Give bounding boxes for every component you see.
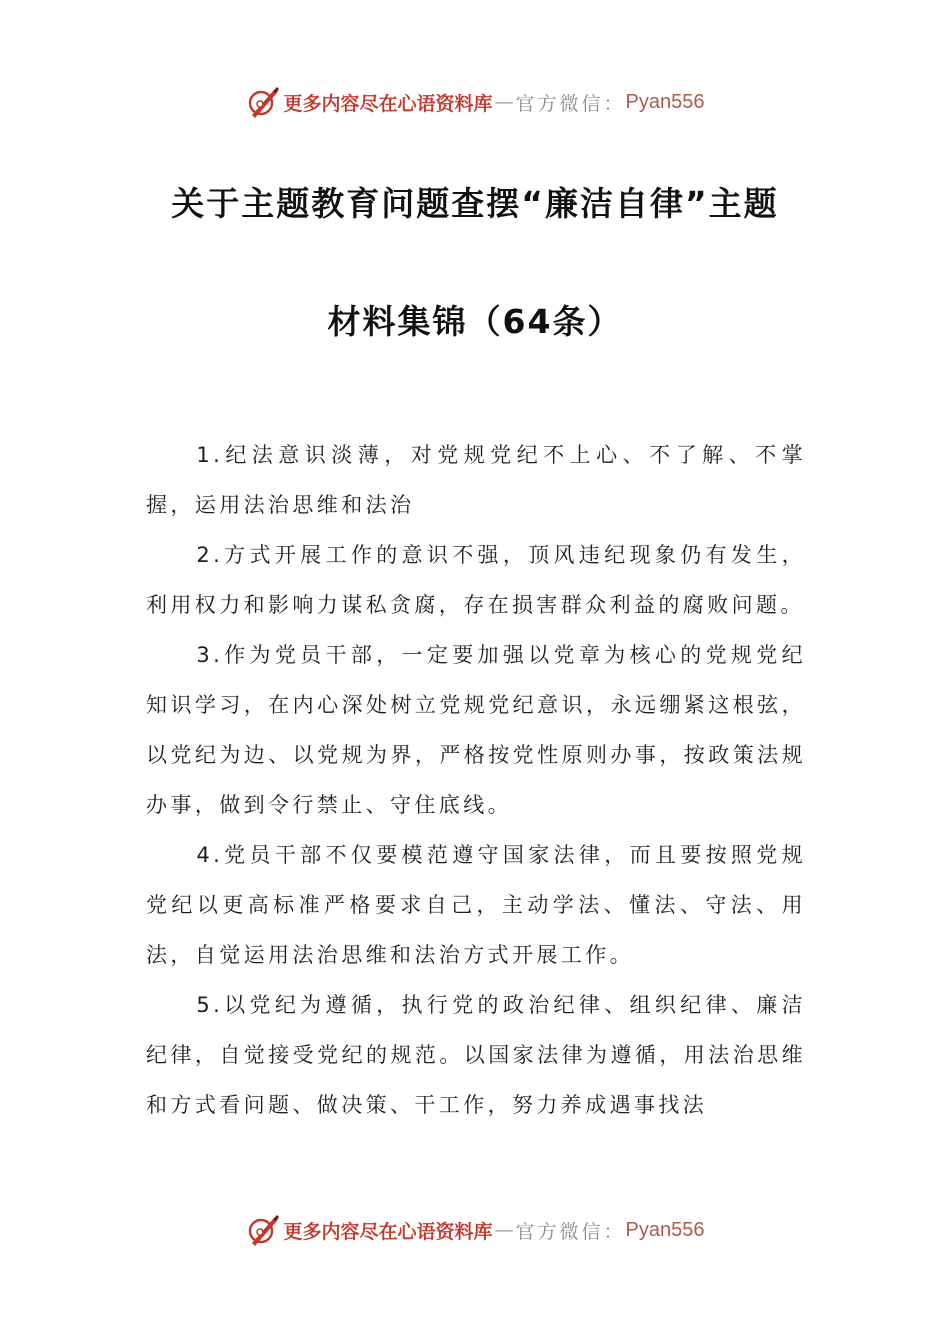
- paragraph-2: 2.方式开展工作的意识不强，顶风违纪现象仍有发生，利用权力和影响力谋私贪腐，存在损害群众利益的腐败问题。: [146, 543, 806, 617]
- document-body: [146, 430, 806, 1130]
- pen-circle-logo-icon: [246, 1213, 280, 1247]
- document-title-line-1: 关于主题教育问题查摆“廉洁自律”主题: [171, 184, 779, 223]
- header-watermark-banner: [0, 82, 950, 122]
- paragraph-3: 3.作为党员干部，一定要加强以党章为核心的党规党纪知识学习，在内心深处树立党规党纪意识，永远绷紧这根弦，以党纪为边、以党规为界，严格按党性原则办事，按政策法规办事，做到令行禁止、守住底线。: [146, 643, 806, 817]
- banner-official-label: 官方微信：: [515, 1220, 626, 1243]
- banner-separator: —: [494, 1219, 514, 1241]
- banner-brand-text: 更多内容尽在心语资料库: [283, 92, 493, 115]
- banner-wechat-id: Pyan556: [625, 1218, 705, 1241]
- banner-separator: —: [494, 91, 514, 113]
- paragraph-4: 4.党员干部不仅要模范遵守国家法律，而且要按照党规党纪以更高标准严格要求自己，主动学法、懂法、守法、用法，自觉运用法治思维和法治方式开展工作。: [146, 843, 806, 967]
- paragraph-1: 1.纪法意识淡薄，对党规党纪不上心、不了解、不掌握，运用法治思维和法治: [146, 443, 806, 517]
- banner-official-label: 官方微信：: [515, 92, 626, 115]
- banner-brand-text: 更多内容尽在心语资料库: [283, 1220, 493, 1243]
- paragraph-5: 5.以党纪为遵循，执行党的政治纪律、组织纪律、廉洁纪律，自觉接受党纪的规范。以国家法律为遵循，用法治思维和方式看问题、做决策、干工作，努力养成遇事找法: [146, 993, 806, 1117]
- banner-wechat-id: Pyan556: [625, 90, 705, 113]
- footer-watermark-banner: [0, 1210, 950, 1250]
- pen-circle-logo-icon: [246, 85, 280, 119]
- document-title-line-2: 材料集锦（64条）: [327, 302, 623, 341]
